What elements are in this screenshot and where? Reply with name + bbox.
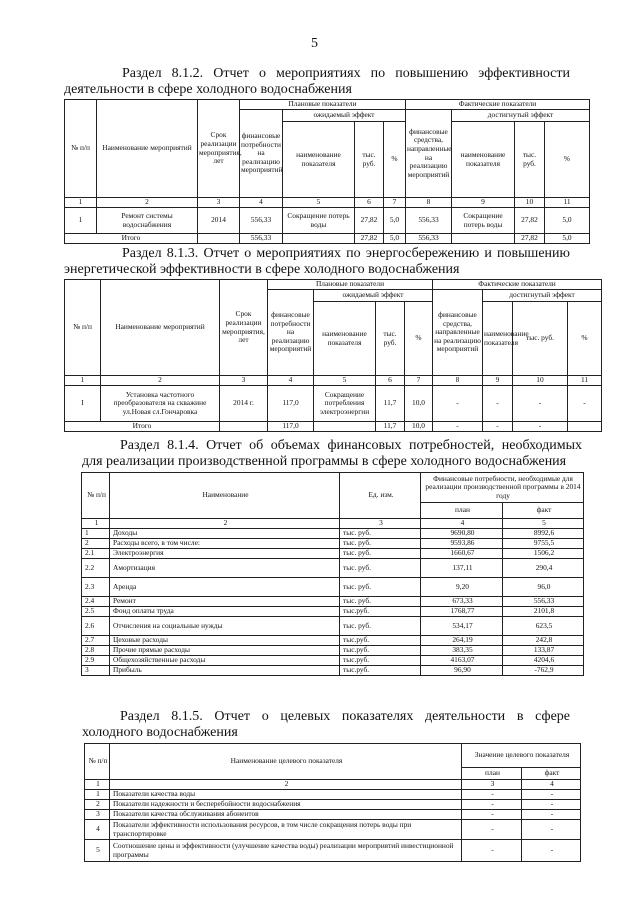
column-number: 1 — [85, 780, 110, 790]
cell: - — [433, 386, 483, 422]
row-name: Электроэнергия — [110, 549, 340, 559]
section-8-1-5-heading — [82, 709, 570, 741]
row-name: Прочие прямые расходы — [110, 646, 340, 656]
col-header-pct: % — [384, 122, 406, 198]
col-header-plan: план — [421, 503, 503, 519]
row-plan: 1660,67 — [421, 549, 503, 559]
row-name: Цеховые расходы — [110, 636, 340, 646]
table-row — [82, 656, 584, 666]
cell: 27,82 — [355, 208, 384, 234]
cell: 2014 г. — [220, 386, 268, 422]
cell: I — [65, 386, 101, 422]
row-unit: тыс. руб. — [340, 549, 421, 559]
row-unit: тыс.руб. — [340, 666, 421, 676]
row-unit: тыс. руб. — [340, 529, 421, 539]
column-number: 1 — [82, 519, 110, 529]
table-row — [82, 578, 584, 597]
total-row — [65, 234, 590, 244]
cell: 117,0 — [268, 422, 314, 432]
col-header-num: № п/п — [82, 473, 110, 519]
row-plan: 96,90 — [421, 666, 503, 676]
col-header-num: № п/п — [65, 100, 97, 198]
row-num: 2.6 — [82, 617, 110, 636]
row-fact: 556,33 — [503, 597, 584, 607]
col-header-value: Значение целевого показателя — [462, 744, 581, 768]
column-number: 2 — [101, 376, 220, 386]
row-name: Аренда — [110, 578, 340, 597]
column-number-row — [65, 198, 590, 208]
section-8-1-4-heading — [82, 438, 582, 470]
row-plan: - — [462, 820, 522, 840]
row-num: 2.9 — [82, 656, 110, 666]
column-number-row — [85, 780, 581, 790]
row-fact: 133,87 — [503, 646, 584, 656]
column-number: 5 — [314, 376, 376, 386]
table-row — [82, 597, 584, 607]
cell: 5,0 — [384, 208, 406, 234]
column-number: 5 — [283, 198, 355, 208]
row-num: 3 — [82, 666, 110, 676]
column-number: 3 — [340, 519, 421, 529]
row-fact: 96,0 — [503, 578, 584, 597]
row-name: Общехозяйственные расходы — [110, 656, 340, 666]
column-number: 1 — [65, 198, 97, 208]
cell — [314, 422, 376, 432]
row-name: Прибыль — [110, 666, 340, 676]
table-row — [65, 386, 602, 422]
cell: 2014 — [198, 208, 240, 234]
row-name: Показатели надежности и бесперебойности водоснабжения — [110, 800, 462, 810]
row-name: Ремонт — [110, 597, 340, 607]
row-unit: тыс. руб. — [340, 578, 421, 597]
col-header-fact: Фактические показатели — [433, 280, 602, 290]
row-name: Соотношение цены и эффективности (улучшение качества воды) реализации мероприятий инвестиционной программы — [110, 840, 462, 862]
table-8-1-5 — [84, 743, 581, 862]
row-name: Показатели качества обслуживания абонентов — [110, 810, 462, 820]
row-num: 2.3 — [82, 578, 110, 597]
col-header-plan: Плановые показатели — [240, 100, 406, 110]
row-num: 2 — [85, 800, 110, 810]
row-fact: 9755,5 — [503, 539, 584, 549]
row-name: Фонд оплаты труда — [110, 607, 340, 617]
row-num: 2.5 — [82, 607, 110, 617]
col-header-unit: Ед. изм. — [340, 473, 421, 519]
cell: Установка частотного преобразователя на скважине ул.Новая сл.Гончаровка — [101, 386, 220, 422]
col-header-rub: тыс. руб. — [513, 302, 568, 376]
column-number: 4 — [421, 519, 503, 529]
column-number: 4 — [240, 198, 283, 208]
cell: Сокращение потребления электроэнергии — [314, 386, 376, 422]
row-fact: 8992,6 — [503, 529, 584, 539]
table-row — [82, 549, 584, 559]
col-header-fin-plan: финансовые потребности на реализацию мероприятий — [240, 110, 283, 198]
column-number: 10 — [515, 198, 545, 208]
column-number: 2 — [97, 198, 198, 208]
row-num: 2.8 — [82, 646, 110, 656]
table-row — [82, 617, 584, 636]
column-number: 8 — [406, 198, 452, 208]
row-plan: 264,19 — [421, 636, 503, 646]
cell: 27,82 — [515, 208, 545, 234]
cell — [283, 234, 355, 244]
cell: 5,0 — [545, 234, 590, 244]
row-fact: -762,9 — [503, 666, 584, 676]
row-plan: 673,33 — [421, 597, 503, 607]
column-number: 2 — [110, 519, 340, 529]
total-row — [65, 422, 602, 432]
total-label: Итого — [65, 422, 220, 432]
section-8-1-3-heading — [64, 246, 570, 278]
cell — [452, 234, 515, 244]
table-row — [85, 810, 581, 820]
column-number: 4 — [268, 376, 314, 386]
cell: - — [513, 386, 568, 422]
row-fact: - — [522, 790, 581, 800]
col-header-plan: Плановые показатели — [268, 280, 433, 290]
table-row — [85, 790, 581, 800]
column-number: 6 — [376, 376, 405, 386]
cell: Сокращение потерь воды — [283, 208, 355, 234]
row-fact: 2101,8 — [503, 607, 584, 617]
section-8-1-5-title-line1: Раздел 8.1.5. Отчет о целевых показателях деятельности в сфере — [120, 709, 570, 724]
col-header-fact: Фактические показатели — [406, 100, 590, 110]
row-fact: - — [522, 810, 581, 820]
table-row — [82, 666, 584, 676]
row-name: Показатели эффективности использования ресурсов, в том числе сокращения потерь воды при транспортировке — [110, 820, 462, 840]
row-plan: 9,20 — [421, 578, 503, 597]
column-number: 9 — [452, 198, 515, 208]
row-plan: - — [462, 790, 522, 800]
column-number: 6 — [355, 198, 384, 208]
column-number: 3 — [220, 376, 268, 386]
row-name: Доходы — [110, 529, 340, 539]
col-header-name: Наименование мероприятий — [101, 280, 220, 376]
row-unit: тыс.руб. — [340, 636, 421, 646]
col-header-expected: ожидаемый эффект — [314, 290, 433, 302]
table-8-1-4 — [81, 472, 584, 676]
section-8-1-4-title-line2: для реализации производственной программы в сфере холодного водоснабжения — [82, 454, 567, 469]
row-num: 2 — [82, 539, 110, 549]
section-8-1-5-title-line2: холодного водоснабжения — [82, 725, 238, 740]
table-row — [85, 820, 581, 840]
cell: - — [483, 422, 513, 432]
cell: 1 — [65, 208, 97, 234]
row-num: 1 — [85, 790, 110, 800]
col-header-pct: % — [545, 122, 590, 198]
column-number: 4 — [522, 780, 581, 790]
cell: 556,33 — [406, 208, 452, 234]
col-header-num: № п/п — [85, 744, 110, 780]
row-unit: тыс. руб. — [340, 617, 421, 636]
col-header-expected: ожидаемый эффект — [283, 110, 406, 122]
cell: 27,82 — [515, 234, 545, 244]
row-unit: тыс. руб. — [340, 539, 421, 549]
col-header-indicator: наименование показателя — [283, 122, 355, 198]
col-header-indicator: наименование показателя — [314, 302, 376, 376]
column-number: 8 — [433, 376, 483, 386]
row-fact: - — [522, 800, 581, 810]
column-number: 3 — [198, 198, 240, 208]
cell: 556,33 — [240, 208, 283, 234]
column-number-row — [82, 519, 584, 529]
row-unit: тыс.руб. — [340, 656, 421, 666]
row-fact: 290,4 — [503, 559, 584, 578]
column-number: 3 — [462, 780, 522, 790]
cell: 556,33 — [406, 234, 452, 244]
table-row — [82, 646, 584, 656]
table-row — [82, 539, 584, 549]
row-unit: тыс.руб. — [340, 607, 421, 617]
cell: Сокращение потерь воды — [452, 208, 515, 234]
row-plan: 4163,07 — [421, 656, 503, 666]
row-plan: 1768,77 — [421, 607, 503, 617]
section-8-1-3-title-line2: энергетической эффективности в сфере холодного водоснабжения — [64, 262, 460, 277]
row-num: 5 — [85, 840, 110, 862]
row-num: 3 — [85, 810, 110, 820]
col-header-fin-plan: финансовые потребности на реализацию мероприятий — [268, 290, 314, 376]
column-number: 11 — [568, 376, 602, 386]
col-header-achieved: достигнутый эффект — [452, 110, 590, 122]
row-num: 4 — [85, 820, 110, 840]
row-fact: 623,5 — [503, 617, 584, 636]
section-8-1-3-title-line1: Раздел 8.1.3. Отчет о мероприятиях по энергосбережению и повышению — [122, 246, 570, 261]
col-header-achieved: достигнутый эффект — [483, 290, 602, 302]
col-header-name: Наименование — [110, 473, 340, 519]
row-fact: - — [522, 820, 581, 840]
col-header-indicator: наименование показателя — [452, 122, 515, 198]
col-header-fin-fact: финансовые средства, направленные на реализацию мероприятий — [406, 110, 452, 198]
column-number: 7 — [405, 376, 433, 386]
row-name: Показатели качества воды — [110, 790, 462, 800]
table-row — [85, 840, 581, 862]
column-number: 5 — [503, 519, 584, 529]
row-plan: 137,11 — [421, 559, 503, 578]
section-8-1-2-title-line1: Раздел 8.1.2. Отчет о мероприятиях по повышению эффективности — [122, 66, 570, 81]
cell: 5,0 — [545, 208, 590, 234]
col-header-name: Наименование мероприятий — [97, 100, 198, 198]
column-number: 10 — [513, 376, 568, 386]
row-plan: - — [462, 810, 522, 820]
cell: - — [513, 422, 568, 432]
cell: 10,0 — [405, 386, 433, 422]
row-fact: 4204,6 — [503, 656, 584, 666]
column-number-row — [65, 376, 602, 386]
table-row — [85, 800, 581, 810]
row-name: Отчисления на социальные нужды — [110, 617, 340, 636]
row-plan: - — [462, 840, 522, 862]
cell — [568, 422, 602, 432]
cell: 556,33 — [240, 234, 283, 244]
table-row — [65, 208, 590, 234]
cell — [220, 422, 268, 432]
row-unit: тыс. руб. — [340, 559, 421, 578]
row-num: 2.1 — [82, 549, 110, 559]
col-header-plan: план — [462, 768, 522, 780]
col-header-num: № п/п — [65, 280, 101, 376]
row-plan: 9690,80 — [421, 529, 503, 539]
cell: 5,0 — [384, 234, 406, 244]
row-name: Расходы всего, в том числе: — [110, 539, 340, 549]
cell: 11,7 — [376, 386, 405, 422]
row-plan: 383,35 — [421, 646, 503, 656]
col-header-pct: % — [568, 302, 602, 376]
row-fact: - — [522, 840, 581, 862]
col-header-fact: факт — [503, 503, 584, 519]
cell: 10,0 — [405, 422, 433, 432]
row-num: 2.4 — [82, 597, 110, 607]
col-header-term: Срок реализации мероприятия, лет — [198, 100, 240, 198]
row-unit: тыс. руб. — [340, 597, 421, 607]
row-plan: - — [462, 800, 522, 810]
col-header-fact: факт — [522, 768, 581, 780]
column-number: 2 — [110, 780, 462, 790]
cell: - — [483, 386, 513, 422]
cell: Ремонт системы водоснабжения — [97, 208, 198, 234]
col-header-rub: тыс. руб. — [376, 302, 405, 376]
col-header-fin: Финансовые потребности, необходимые для реализации производственной программы в 2014 году — [421, 473, 584, 503]
cell: - — [433, 422, 483, 432]
section-8-1-2-title-line2: деятельности в сфере холодного водоснабжения — [64, 82, 352, 97]
col-header-rub: тыс. руб. — [515, 122, 545, 198]
row-name: Амортизация — [110, 559, 340, 578]
row-plan: 534,17 — [421, 617, 503, 636]
table-8-1-3 — [64, 279, 602, 432]
row-plan: 9593,86 — [421, 539, 503, 549]
col-header-name: Наименование целевого показателя — [110, 744, 462, 780]
row-num: 1 — [82, 529, 110, 539]
column-number: 1 — [65, 376, 101, 386]
column-number: 7 — [384, 198, 406, 208]
col-header-fin-fact: финансовые средства, направленные на реализацию мероприятий — [433, 290, 483, 376]
col-header-term: Срок реализации мероприятия, лет — [220, 280, 268, 376]
page-number: 5 — [311, 36, 318, 51]
col-header-pct: % — [405, 302, 433, 376]
table-8-1-2 — [64, 99, 590, 244]
total-label: Итого — [65, 234, 198, 244]
section-8-1-2-heading — [64, 66, 570, 98]
cell: 117,0 — [268, 386, 314, 422]
column-number: 11 — [545, 198, 590, 208]
row-num: 2.2 — [82, 559, 110, 578]
table-row — [82, 636, 584, 646]
table-row — [82, 559, 584, 578]
row-fact: 1506,2 — [503, 549, 584, 559]
row-num: 2.7 — [82, 636, 110, 646]
section-8-1-4-title-line1: Раздел 8.1.4. Отчет об объемах финансовых потребностей, необходимых — [120, 438, 582, 453]
table-row — [82, 529, 584, 539]
cell: 27,82 — [355, 234, 384, 244]
cell: 11,7 — [376, 422, 405, 432]
col-header-indicator: наименование показателя — [483, 302, 513, 376]
col-header-rub: тыс. руб. — [355, 122, 384, 198]
row-fact: 242,8 — [503, 636, 584, 646]
cell: - — [568, 386, 602, 422]
table-row — [82, 607, 584, 617]
column-number: 9 — [483, 376, 513, 386]
row-unit: тыс.руб. — [340, 646, 421, 656]
cell — [198, 234, 240, 244]
